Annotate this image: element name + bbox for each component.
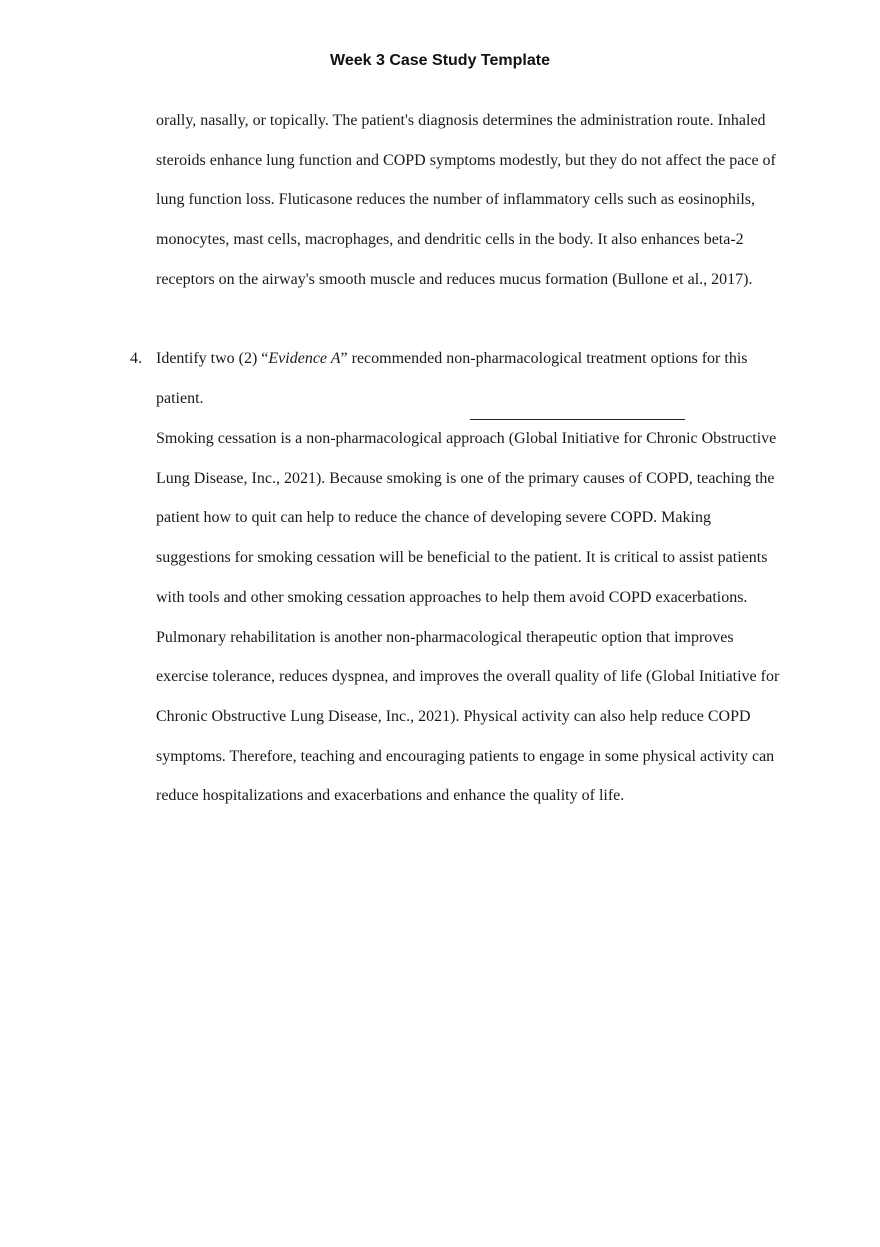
- question-emphasis: Evidence A: [268, 350, 341, 367]
- page-header-title: Week 3 Case Study Template: [330, 52, 550, 69]
- continuation-paragraph: orally, nasally, or topically. The patient's diagnosis determines the administration route. Inhaled steroids enhance lung function and COPD symptoms modestly, but they do not affect the pace of lung function loss. Fluticasone reduces the number of inflammatory cells such as eosinophils, monocytes, mast cells, macrophages, and dendritic cells in the body. It also enhances beta-2 receptors on the airway's smooth muscle and reduces mucus formation (Bullone et al., 2017).: [156, 112, 776, 288]
- question-text-after: ” recommended non-pharmacological treatment options for this patient.: [156, 350, 748, 407]
- question-text-before: Identify two (2) “: [156, 350, 269, 367]
- question-list-item: [130, 339, 790, 418]
- answer-paragraph: Smoking cessation is a non-pharmacological approach (Global Initiative for Chronic Obstructive Lung Disease, Inc., 2021). Because smoking is one of the primary causes of COPD, teaching the patient how to quit can help to reduce the chance of developing severe COPD. Making suggestions for smoking cessation will be beneficial to the patient. It is critical to assist patients with tools and other smoking cessation approaches to help them avoid COPD exacerbations. Pulmonary rehabilitation is another non-pharmacological therapeutic option that improves exercise tolerance, reduces dyspnea, and improves the overall quality of life (Global Initiative for Chronic Obstructive Lung Disease, Inc., 2021). Physical activity can also help reduce COPD symptoms. Therefore, teaching and encouraging patients to engage in some physical activity can reduce hospitalizations and exacerbations and enhance the quality of life.: [156, 430, 780, 805]
- question-number: 4.: [130, 350, 142, 367]
- question-text: [156, 339, 786, 418]
